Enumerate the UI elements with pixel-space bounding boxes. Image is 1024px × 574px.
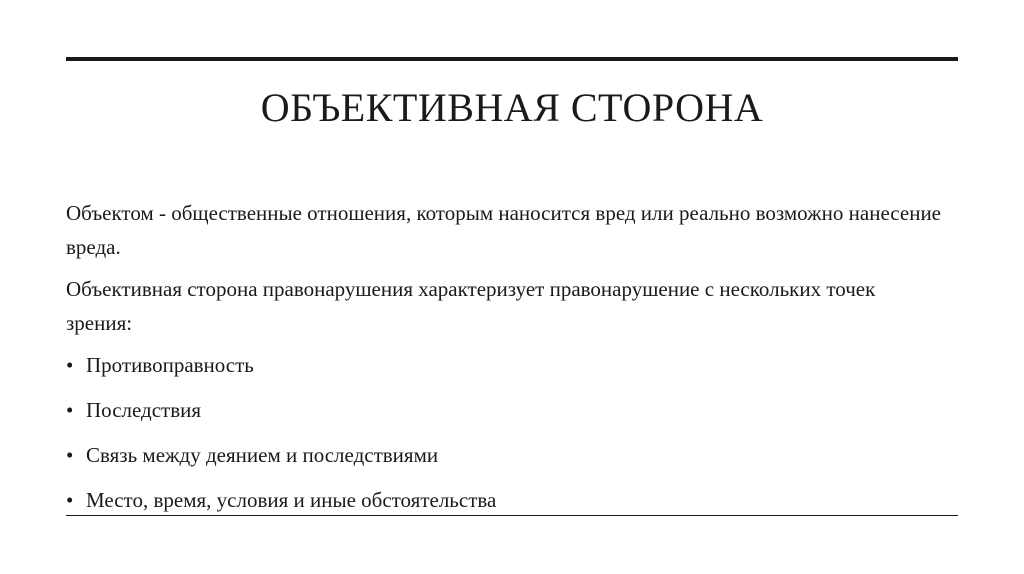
paragraph-objective-side: Объективная сторона правонарушения характеризует правонарушение с нескольких точек зрения:: [66, 277, 876, 335]
bullet-dot-icon: •: [66, 353, 74, 377]
bullet-text: Последствия: [86, 398, 202, 422]
bullet-item-consequences: [66, 393, 946, 427]
bullet-text: Связь между деянием и последствиями: [86, 443, 439, 467]
bullet-text: Противоправность: [86, 353, 254, 377]
slide-body: [66, 196, 946, 528]
bullet-dot-icon: •: [66, 398, 74, 422]
bullet-item-unlawfulness: [66, 348, 946, 382]
slide-title: ОБЪЕКТИВНАЯ СТОРОНА: [260, 85, 764, 130]
paragraph-object-definition: Объектом - общественные отношения, которым наносится вред или реально возможно нанесение вреда.: [66, 201, 941, 259]
bullet-item-circumstances: [66, 483, 946, 517]
bottom-rule: [66, 515, 958, 516]
bullet-list: [66, 348, 946, 517]
title-top-rule: [66, 57, 958, 61]
bullet-item-causal-link: [66, 438, 946, 472]
bullet-dot-icon: •: [66, 488, 74, 512]
bullet-dot-icon: •: [66, 443, 74, 467]
bullet-text: Место, время, условия и иные обстоятельства: [86, 488, 497, 512]
